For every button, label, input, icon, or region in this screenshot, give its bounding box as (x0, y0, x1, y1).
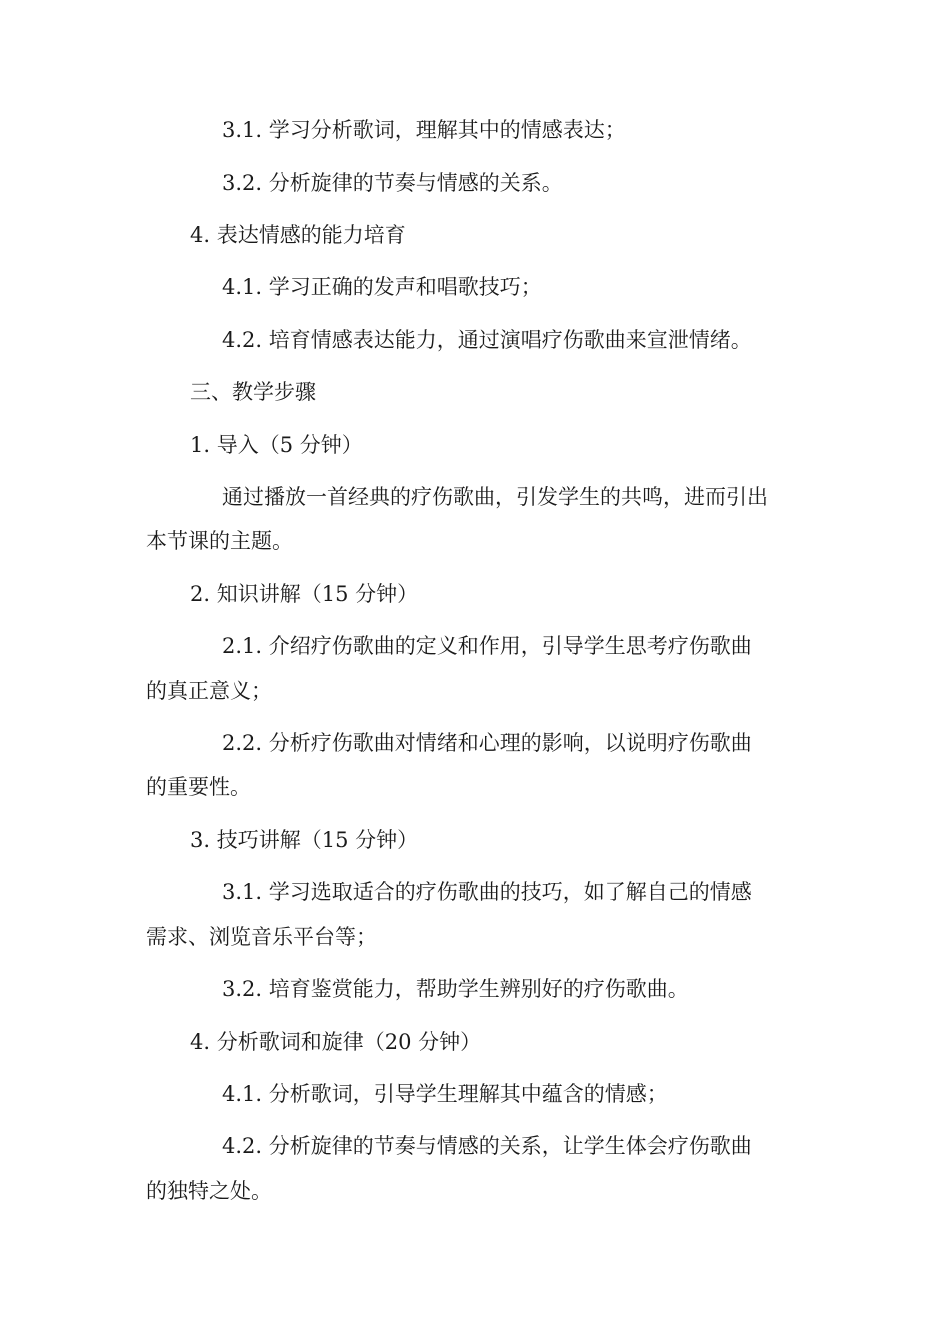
step-1-heading: 1. 导入（5 分钟） (190, 433, 363, 457)
heading-4: 4. 表达情感的能力培育 (190, 223, 406, 247)
item-2-2: 2.2. 分析疗伤歌曲对情绪和心理的影响，以说明疗伤歌曲 (222, 731, 752, 755)
item-2-1-continued: 的真正意义； (146, 679, 272, 703)
paragraph-line: 通过播放一首经典的疗伤歌曲，引发学生的共鸣，进而引出 (222, 485, 768, 509)
item-3-2: 3.2. 分析旋律的节奏与情感的关系。 (222, 171, 563, 195)
paragraph-line: 本节课的主题。 (146, 529, 293, 553)
item-3-1-skills: 3.1. 学习选取适合的疗伤歌曲的技巧，如了解自己的情感 (222, 880, 752, 904)
item-4-2: 4.2. 培育情感表达能力，通过演唱疗伤歌曲来宣泄情绪。 (222, 328, 752, 352)
item-4-1-analysis: 4.1. 分析歌词，引导学生理解其中蕴含的情感； (222, 1082, 668, 1106)
item-2-1: 2.1. 介绍疗伤歌曲的定义和作用，引导学生思考疗伤歌曲 (222, 634, 752, 658)
section-heading-teaching-steps: 三、教学步骤 (190, 380, 316, 404)
step-2-heading: 2. 知识讲解（15 分钟） (190, 582, 419, 606)
item-4-1: 4.1. 学习正确的发声和唱歌技巧； (222, 275, 542, 299)
item-3-1: 3.1. 学习分析歌词，理解其中的情感表达； (222, 118, 626, 142)
item-2-2-continued: 的重要性。 (146, 775, 251, 799)
item-3-1-skills-continued: 需求、浏览音乐平台等； (146, 925, 377, 949)
item-4-2-analysis-continued: 的独特之处。 (146, 1179, 272, 1203)
step-4-heading: 4. 分析歌词和旋律（20 分钟） (190, 1030, 482, 1054)
item-3-2-skills: 3.2. 培育鉴赏能力，帮助学生辨别好的疗伤歌曲。 (222, 977, 689, 1001)
step-3-heading: 3. 技巧讲解（15 分钟） (190, 828, 419, 852)
item-4-2-analysis: 4.2. 分析旋律的节奏与情感的关系，让学生体会疗伤歌曲 (222, 1134, 752, 1158)
